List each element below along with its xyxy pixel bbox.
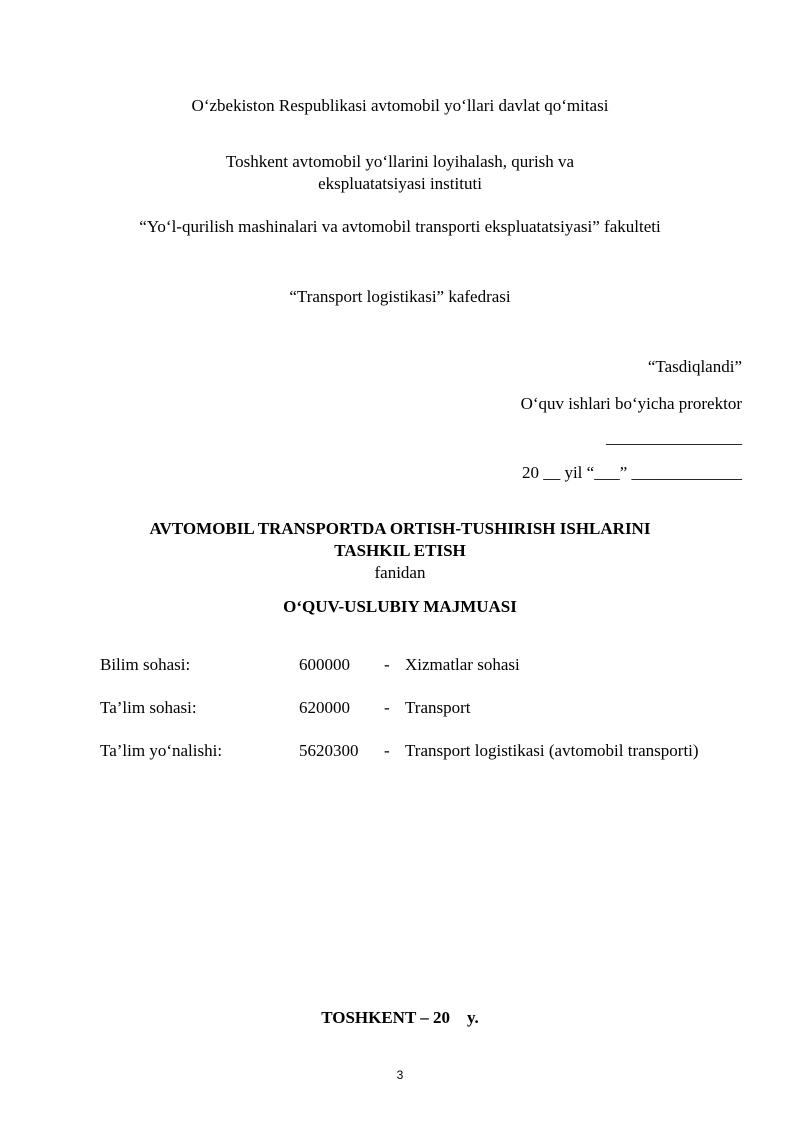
classification-row — [100, 698, 760, 720]
classification-label: Bilim sohasi: — [100, 655, 191, 674]
classification-row — [100, 655, 760, 677]
institute-name-line1: Toshkent avtomobil yo‘llarini loyihalash, qurish va — [225, 152, 575, 171]
classification-row — [100, 741, 760, 763]
classification-code: 620000 — [299, 698, 350, 717]
classification-dash: - — [384, 741, 390, 760]
subject-word: fanidan — [374, 563, 426, 582]
classification-name: Transport — [405, 698, 471, 717]
institute-name-line2: ekspluatatsiyasi instituti — [318, 174, 482, 193]
department-name: “Transport logistikasi” kafedrasi — [289, 287, 511, 306]
approver-position: O‘quv ishlari bo‘yicha prorektor — [520, 394, 742, 413]
classification-dash: - — [384, 655, 390, 674]
classification-code: 5620300 — [299, 741, 359, 760]
classification-label: Ta’lim yo‘nalishi: — [100, 741, 223, 760]
page-number: 3 — [396, 1068, 404, 1082]
classification-label: Ta’lim sohasi: — [100, 698, 197, 717]
document-type: O‘QUV-USLUBIY MAJMUASI — [283, 597, 517, 616]
committee-name: O‘zbekiston Respublikasi avtomobil yo‘llari davlat qo‘mitasi — [191, 96, 609, 115]
approval-date-line: 20 __ yil “___” _____________ — [521, 463, 742, 482]
approval-heading: “Tasdiqlandi” — [647, 357, 742, 376]
classification-name: Xizmatlar sohasi — [405, 655, 520, 674]
document-title-line1: AVTOMOBIL TRANSPORTDA ORTISH-TUSHIRISH ISHLARINI — [149, 519, 651, 538]
document-title-line2: TASHKIL ETISH — [334, 541, 466, 560]
classification-name: Transport logistikasi (avtomobil transporti) — [405, 741, 699, 760]
faculty-name: “Yo‘l-qurilish mashinalari va avtomobil transporti ekspluatatsiyasi” fakulteti — [139, 217, 661, 236]
signature-line: ________________ — [606, 428, 742, 447]
classification-dash: - — [384, 698, 390, 717]
classification-code: 600000 — [299, 655, 350, 674]
city-year: TOSHKENT – 20 y. — [321, 1008, 479, 1027]
